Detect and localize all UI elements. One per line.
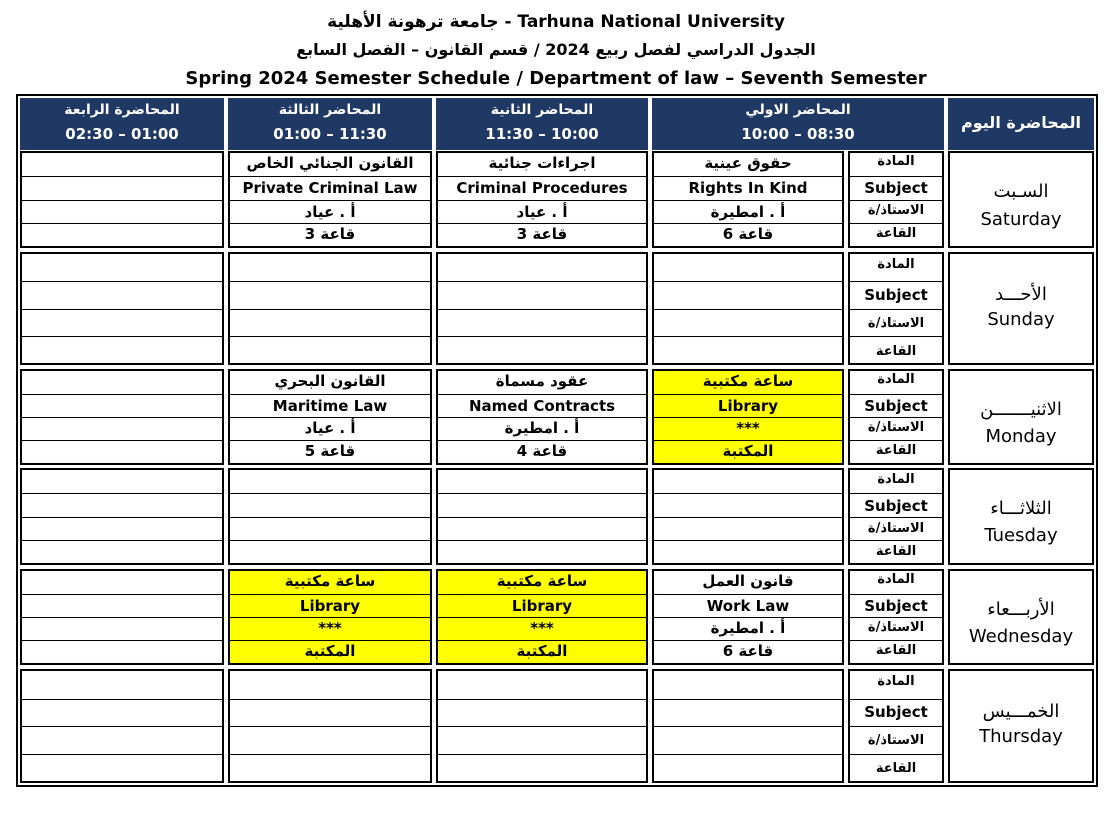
row-divider <box>22 200 222 201</box>
teacher-name: أ . عياد <box>304 203 356 221</box>
header-period-1 <box>652 98 944 150</box>
day-cell-thursday <box>948 669 1094 783</box>
row-labels-thursday <box>848 669 944 783</box>
schedule-title-arabic: الجدول الدراسي لفصل ربيع 2024 / قسم القانون – الفصل السابع <box>296 40 816 59</box>
header-period-1-name: المحاضر الاولي <box>745 102 851 118</box>
header-period-2 <box>436 98 648 150</box>
row-divider <box>438 417 646 418</box>
teacher-name: أ . عياد <box>304 419 356 437</box>
session-sunday-p3 <box>228 252 432 365</box>
label-subject-en: Subject <box>864 497 928 515</box>
row-divider <box>850 540 942 541</box>
row-divider <box>438 200 646 201</box>
label-subject-en: Subject <box>864 397 928 415</box>
row-divider <box>438 176 646 177</box>
row-divider <box>230 417 430 418</box>
session-saturday-p4 <box>20 151 224 248</box>
row-divider <box>230 309 430 310</box>
row-labels-wednesday <box>848 569 944 665</box>
row-divider <box>230 699 430 700</box>
room-name: المكتبة <box>722 442 774 460</box>
session-tuesday-p3 <box>228 468 432 565</box>
row-divider <box>654 281 842 282</box>
session-thursday-p1 <box>652 669 844 783</box>
course-name-ar: القانون الجنائي الخاص <box>246 154 414 172</box>
day-name-english: Sunday <box>987 309 1055 330</box>
day-name-english: Saturday <box>980 209 1062 230</box>
session-thursday-p4 <box>20 669 224 783</box>
day-name-arabic: الأحـــد <box>995 284 1047 305</box>
label-teacher: الاستاذ/ة <box>867 733 925 748</box>
row-divider <box>230 223 430 224</box>
session-sunday-p2 <box>436 252 648 365</box>
row-labels-tuesday <box>848 468 944 565</box>
label-subject-en: Subject <box>864 703 928 721</box>
teacher-name: *** <box>318 619 342 637</box>
row-divider <box>654 540 842 541</box>
row-divider <box>850 617 942 618</box>
day-name-arabic: الخمـــيس <box>982 701 1060 722</box>
row-divider <box>438 223 646 224</box>
course-name-ar: ساعة مكتبية <box>496 572 588 590</box>
row-divider <box>654 223 842 224</box>
row-divider <box>438 517 646 518</box>
header-period-4-name: المحاضرة الرابعة <box>64 102 180 118</box>
course-name-ar: ساعة مكتبية <box>702 372 794 390</box>
row-divider <box>22 336 222 337</box>
day-name-english: Tuesday <box>984 525 1058 546</box>
row-divider <box>654 176 842 177</box>
row-labels-monday <box>848 369 944 465</box>
row-divider <box>22 594 222 595</box>
header-period-3 <box>228 98 432 150</box>
room-name: المكتبة <box>516 642 568 660</box>
teacher-name: *** <box>736 419 760 437</box>
row-divider <box>438 699 646 700</box>
teacher-name: أ . امطيرة <box>504 419 580 437</box>
row-divider <box>654 394 842 395</box>
session-tuesday-p2 <box>436 468 648 565</box>
row-divider <box>654 440 842 441</box>
row-divider <box>230 517 430 518</box>
row-divider <box>230 726 430 727</box>
row-divider <box>22 699 222 700</box>
day-name-english: Monday <box>985 426 1057 447</box>
row-divider <box>438 309 646 310</box>
row-divider <box>654 617 842 618</box>
row-divider <box>654 336 842 337</box>
row-divider <box>654 493 842 494</box>
row-divider <box>654 754 842 755</box>
course-name-en: Named Contracts <box>468 397 616 415</box>
header-period-4-time: 02:30 – 01:00 <box>65 125 179 143</box>
label-teacher: الاستاذ/ة <box>867 620 925 635</box>
label-room: القاعة <box>875 761 917 776</box>
session-tuesday-p1 <box>652 468 844 565</box>
row-divider <box>850 726 942 727</box>
day-name-arabic: الاثنيـــــــن <box>980 399 1062 420</box>
course-name-en: Maritime Law <box>272 397 388 415</box>
day-name-arabic: الثلاثـــاء <box>990 498 1052 519</box>
teacher-name: أ . عياد <box>516 203 568 221</box>
day-cell-monday <box>948 369 1094 465</box>
row-divider <box>438 617 646 618</box>
header-period-2-time: 11:30 – 10:00 <box>485 125 599 143</box>
room-name: المكتبة <box>304 642 356 660</box>
row-divider <box>22 176 222 177</box>
session-saturday-p2 <box>436 151 648 248</box>
row-divider <box>22 517 222 518</box>
row-divider <box>230 440 430 441</box>
session-thursday-p3 <box>228 669 432 783</box>
label-room: القاعة <box>875 443 917 458</box>
row-divider <box>850 176 942 177</box>
row-divider <box>850 517 942 518</box>
row-divider <box>850 493 942 494</box>
row-divider <box>850 440 942 441</box>
row-divider <box>850 200 942 201</box>
session-monday-p2 <box>436 369 648 465</box>
label-subject-en: Subject <box>864 286 928 304</box>
course-name-en: Library <box>511 597 573 615</box>
course-name-en: Library <box>299 597 361 615</box>
row-divider <box>850 699 942 700</box>
row-divider <box>850 594 942 595</box>
row-divider <box>22 223 222 224</box>
row-divider <box>230 336 430 337</box>
row-divider <box>850 223 942 224</box>
row-divider <box>230 394 430 395</box>
row-divider <box>438 726 646 727</box>
row-divider <box>230 640 430 641</box>
row-divider <box>654 726 842 727</box>
session-wednesday-p1 <box>652 569 844 665</box>
row-divider <box>22 281 222 282</box>
row-divider <box>438 540 646 541</box>
session-wednesday-p3 <box>228 569 432 665</box>
row-divider <box>230 493 430 494</box>
row-divider <box>850 394 942 395</box>
course-name-en: Work Law <box>706 597 790 615</box>
header-day-column <box>948 98 1094 150</box>
row-divider <box>22 493 222 494</box>
label-subject-en: Subject <box>864 179 928 197</box>
course-name-en: Library <box>717 397 779 415</box>
header-period-2-name: المحاضر الثانية <box>490 102 594 118</box>
row-divider <box>22 440 222 441</box>
session-wednesday-p4 <box>20 569 224 665</box>
row-divider <box>22 640 222 641</box>
day-cell-saturday <box>948 151 1094 248</box>
room-name: قاعة 4 <box>516 442 568 460</box>
session-monday-p3 <box>228 369 432 465</box>
day-name-arabic: الأربـــعاء <box>987 599 1055 620</box>
teacher-name: *** <box>530 619 554 637</box>
row-divider <box>438 594 646 595</box>
schedule-title-english: Spring 2024 Semester Schedule / Department of law – Seventh Semester <box>185 68 927 89</box>
room-name: قاعة 6 <box>722 642 774 660</box>
row-labels-sunday <box>848 252 944 365</box>
course-name-en: Criminal Procedures <box>456 179 628 197</box>
label-subject-en: Subject <box>864 597 928 615</box>
course-name-ar: حقوق عينية <box>704 154 792 172</box>
session-sunday-p4 <box>20 252 224 365</box>
row-divider <box>438 440 646 441</box>
label-subject-ar: المادة <box>877 372 915 387</box>
row-divider <box>850 336 942 337</box>
row-divider <box>438 281 646 282</box>
row-divider <box>654 517 842 518</box>
label-subject-ar: المادة <box>877 674 915 689</box>
row-divider <box>22 394 222 395</box>
room-name: قاعة 3 <box>304 225 356 243</box>
label-subject-ar: المادة <box>877 472 915 487</box>
label-subject-ar: المادة <box>877 257 915 272</box>
session-wednesday-p2 <box>436 569 648 665</box>
header-period-3-time: 01:00 – 11:30 <box>273 125 387 143</box>
session-monday-p1 <box>652 369 844 465</box>
room-name: قاعة 5 <box>304 442 356 460</box>
day-name-arabic: السـبت <box>993 181 1049 202</box>
row-divider <box>22 540 222 541</box>
row-divider <box>654 594 842 595</box>
row-labels-saturday <box>848 151 944 248</box>
row-divider <box>22 726 222 727</box>
row-divider <box>230 754 430 755</box>
row-divider <box>654 640 842 641</box>
header-period-4 <box>20 98 224 150</box>
course-name-ar: ساعة مكتبية <box>284 572 376 590</box>
header-day-label: المحاضرة اليوم <box>961 113 1081 132</box>
day-cell-sunday <box>948 252 1094 365</box>
day-cell-tuesday <box>948 468 1094 565</box>
university-title: جامعة ترهونة الأهلية - Tarhuna National University <box>327 12 785 32</box>
header-period-3-name: المحاضر الثالثة <box>278 102 382 118</box>
row-divider <box>850 281 942 282</box>
label-teacher: الاستاذ/ة <box>867 316 925 331</box>
course-name-ar: قانون العمل <box>702 572 794 590</box>
row-divider <box>22 309 222 310</box>
row-divider <box>22 754 222 755</box>
row-divider <box>850 309 942 310</box>
session-saturday-p1 <box>652 151 844 248</box>
row-divider <box>654 699 842 700</box>
row-divider <box>438 336 646 337</box>
course-name-ar: القانون البحري <box>274 372 386 390</box>
label-teacher: الاستاذ/ة <box>867 521 925 536</box>
row-divider <box>230 617 430 618</box>
row-divider <box>22 617 222 618</box>
row-divider <box>850 640 942 641</box>
row-divider <box>230 594 430 595</box>
row-divider <box>438 394 646 395</box>
row-divider <box>230 200 430 201</box>
row-divider <box>438 640 646 641</box>
day-name-english: Thursday <box>979 726 1063 747</box>
label-room: القاعة <box>875 226 917 241</box>
row-divider <box>654 417 842 418</box>
row-divider <box>654 309 842 310</box>
row-divider <box>230 281 430 282</box>
row-divider <box>438 493 646 494</box>
row-divider <box>230 176 430 177</box>
row-divider <box>850 754 942 755</box>
session-monday-p4 <box>20 369 224 465</box>
row-divider <box>654 200 842 201</box>
label-subject-ar: المادة <box>877 572 915 587</box>
teacher-name: أ . امطيرة <box>710 203 786 221</box>
course-name-ar: اجراءات جنائية <box>488 154 596 172</box>
session-thursday-p2 <box>436 669 648 783</box>
row-divider <box>22 417 222 418</box>
header-period-1-time: 10:00 – 08:30 <box>741 125 855 143</box>
label-teacher: الاستاذ/ة <box>867 420 925 435</box>
row-divider <box>230 540 430 541</box>
course-name-en: Rights In Kind <box>688 179 808 197</box>
day-cell-wednesday <box>948 569 1094 665</box>
course-name-ar: عقود مسماة <box>495 372 589 390</box>
label-subject-ar: المادة <box>877 154 915 169</box>
session-sunday-p1 <box>652 252 844 365</box>
course-name-en: Private Criminal Law <box>242 179 418 197</box>
session-saturday-p3 <box>228 151 432 248</box>
row-divider <box>850 417 942 418</box>
label-room: القاعة <box>875 643 917 658</box>
room-name: قاعة 3 <box>516 225 568 243</box>
room-name: قاعة 6 <box>722 225 774 243</box>
label-teacher: الاستاذ/ة <box>867 203 925 218</box>
day-name-english: Wednesday <box>968 626 1074 647</box>
teacher-name: أ . امطيرة <box>710 619 786 637</box>
label-room: القاعة <box>875 344 917 359</box>
session-tuesday-p4 <box>20 468 224 565</box>
label-room: القاعة <box>875 544 917 559</box>
row-divider <box>438 754 646 755</box>
